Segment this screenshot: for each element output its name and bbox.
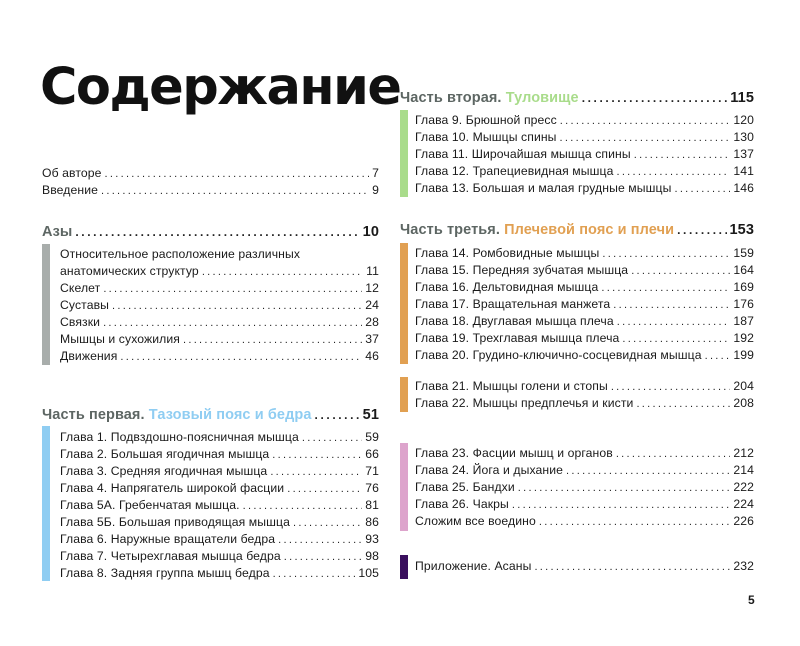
toc-entry[interactable] [60,565,379,583]
entry-page: 81 [365,498,379,512]
dot-leader [273,566,356,583]
dot-leader [601,280,730,297]
section-title [400,221,674,240]
toc-entry[interactable] [60,531,379,549]
dot-leader [634,147,731,164]
dot-leader [677,221,726,240]
entry-page: 146 [733,181,754,195]
entry-label: Глава 13. Большая и малая грудные мышцы [415,181,672,195]
section-heading-part2[interactable] [400,89,754,108]
entry-label: Глава 8. Задняя группа мышц бедра [60,566,270,580]
dot-leader [284,549,363,566]
toc-entry[interactable] [60,297,379,315]
entry-label: Скелет [60,281,101,295]
dot-leader [120,349,362,366]
dot-leader [705,348,731,365]
entry-label: Глава 2. Большая ягодичная мышца [60,447,270,461]
toc-entry[interactable] [415,112,754,130]
dot-leader [602,246,730,263]
entry-label: Сложим все воедино [415,514,536,528]
toc-entry[interactable] [60,446,379,464]
toc-entry[interactable] [415,347,754,365]
dot-leader [202,264,363,281]
entry-page: 66 [365,447,379,461]
entry-page: 105 [358,566,379,580]
section-title [400,89,579,108]
entry-label: Глава 21. Мышцы голени и стопы [415,379,608,393]
toc-entry[interactable] [60,497,379,515]
entry-label: Глава 3. Средняя ягодичная мышца [60,464,268,478]
toc-entry[interactable] [415,146,754,164]
entry-page: 71 [365,464,379,478]
section-page: 153 [729,222,754,238]
entry-label: Глава 23. Фасции мышц и органов [415,446,613,460]
section-page: 115 [730,90,754,106]
entry-page: 226 [733,514,754,528]
section-color-bar-part1 [42,426,50,581]
toc-entry-about-author[interactable] [42,165,379,183]
dot-leader [103,315,362,332]
entry-page: 199 [733,348,754,362]
dot-leader [101,183,369,200]
entry-page: 232 [733,559,754,573]
section-color-bar-part3 [400,243,408,364]
entry-label: Глава 7. Четырехглавая мышца бедра [60,549,281,563]
entry-label: Глава 17. Вращательная манжета [415,297,611,311]
entry-page: 11 [366,264,379,278]
dot-leader [613,297,730,314]
entry-label: Глава 15. Передняя зубчатая мышца [415,263,629,277]
entry-page: 93 [365,532,379,546]
section-color-bar-appendix [400,555,408,579]
toc-entry[interactable] [415,445,754,463]
dot-leader [315,406,360,425]
section-heading-part1[interactable] [42,406,379,425]
toc-entry[interactable] [60,280,379,298]
toc-entry-appendix[interactable] [415,558,754,576]
toc-entry[interactable] [415,245,754,263]
entry-label: Глава 4. Напрягатель широкой фасции [60,481,285,495]
dot-leader [105,166,370,183]
entry-page: 141 [733,164,754,178]
entry-label: Суставы [60,298,110,312]
section-prefix: Часть вторая. [400,90,502,106]
dot-leader [103,281,362,298]
dot-leader [534,559,730,576]
section-name: Туловище [505,90,579,106]
toc-entry[interactable] [415,163,754,181]
toc-entry[interactable] [415,395,754,413]
toc-entry[interactable] [415,180,754,198]
dot-leader [622,331,730,348]
dot-leader [243,498,363,515]
toc-entry[interactable] [415,496,754,514]
toc-entry-first-line: Относительное расположение различных [60,247,301,261]
entry-label: Глава 6. Наружные вращатели бедра [60,532,276,546]
section-color-bar-azy [42,244,50,365]
entry-label: Глава 26. Чакры [415,497,509,511]
dot-leader [75,223,359,242]
section-color-bar-limbs [400,377,408,412]
entry-label: Введение [42,183,98,197]
entry-label: Движения [60,349,118,363]
section-heading-azy[interactable] [42,223,379,242]
entry-page: 208 [733,396,754,410]
entry-label: Глава 5А. Гребенчатая мышца. [60,498,240,512]
dot-leader [302,430,362,447]
page-title: Содержание [40,58,401,117]
entry-label: Об авторе [42,166,102,180]
dot-leader [112,298,362,315]
entry-page: 192 [733,331,754,345]
entry-page: 7 [372,166,379,180]
entry-page: 86 [365,515,379,529]
dot-leader [272,447,362,464]
entry-page: 9 [372,183,379,197]
toc-entry[interactable] [415,313,754,331]
entry-label: Глава 10. Мышцы спины [415,130,557,144]
entry-page: 76 [365,481,379,495]
entry-page: 222 [733,480,754,494]
entry-label: Глава 5Б. Большая приводящая мышца [60,515,290,529]
dot-leader [560,113,731,130]
toc-entry[interactable] [415,330,754,348]
section-prefix: Часть первая. [42,407,145,423]
section-color-bar-other [400,443,408,531]
entry-label: Глава 19. Трехглавая мышца плеча [415,331,620,345]
entry-page: 37 [365,332,379,346]
entry-page: 28 [365,315,379,329]
entry-label: Глава 24. Йога и дыхание [415,463,564,477]
entry-page: 24 [365,298,379,312]
section-heading-part3[interactable] [400,221,754,240]
entry-page: 59 [365,430,379,444]
entry-label: Глава 9. Брюшной пресс [415,113,557,127]
dot-leader [616,446,731,463]
entry-page: 12 [365,281,379,295]
page-number: 5 [748,593,755,607]
dot-leader [183,332,362,349]
dot-leader [278,532,362,549]
toc-entry-introduction[interactable] [42,182,379,200]
section-title: Азы [42,224,73,240]
entry-page: 224 [733,497,754,511]
toc-entry[interactable] [60,429,379,447]
dot-leader [560,130,731,147]
dot-leader [674,181,730,198]
toc-entry[interactable] [415,296,754,314]
dot-leader [611,379,731,396]
section-color-bar-part2 [400,110,408,197]
entry-page: 137 [733,147,754,161]
section-title [42,406,312,425]
entry-label: Глава 25. Бандхи [415,480,515,494]
dot-leader [631,263,730,280]
entry-page: 212 [733,446,754,460]
entry-page: 169 [733,280,754,294]
dot-leader [512,497,730,514]
toc-entry[interactable] [415,513,754,531]
entry-label: Глава 11. Широчайшая мышца спины [415,147,631,161]
entry-label: Глава 1. Подвздошно-поясничная мышца [60,430,299,444]
section-page: 51 [362,407,379,423]
section-name: Тазовый пояс и бедра [148,407,312,423]
toc-entry[interactable] [60,480,379,498]
section-page: 10 [362,224,379,240]
dot-leader [636,396,730,413]
toc-entry[interactable] [415,262,754,280]
dot-leader [270,464,362,481]
entry-label: Глава 14. Ромбовидные мышцы [415,246,600,260]
entry-page: 130 [733,130,754,144]
entry-page: 214 [733,463,754,477]
entry-page: 187 [733,314,754,328]
dot-leader [582,89,728,108]
entry-page: 159 [733,246,754,260]
toc-entry[interactable] [60,263,379,281]
entry-page: 164 [733,263,754,277]
dot-leader [616,164,730,181]
toc-entry[interactable] [60,331,379,349]
toc-entry[interactable] [415,378,754,396]
toc-entry[interactable] [415,279,754,297]
dot-leader [293,515,362,532]
entry-label: Глава 12. Трапециевидная мышца [415,164,614,178]
section-prefix: Часть третья. [400,222,500,238]
entry-label: Глава 22. Мышцы предплечья и кисти [415,396,634,410]
toc-entry[interactable] [60,463,379,481]
toc-entry[interactable] [415,129,754,147]
dot-leader [617,314,731,331]
toc-entry[interactable] [60,514,379,532]
dot-leader [518,480,731,497]
entry-label: Глава 16. Дельтовидная мышца [415,280,599,294]
entry-page: 98 [365,549,379,563]
dot-leader [287,481,362,498]
entry-page: 46 [365,349,379,363]
entry-page: 120 [733,113,754,127]
entry-label: анатомических структур [60,264,199,278]
toc-entry[interactable] [415,462,754,480]
entry-label: Глава 20. Грудино-ключично-сосцевидная мышца [415,348,702,362]
entry-label: Приложение. Асаны [415,559,532,573]
dot-leader [566,463,730,480]
entry-label: Мышцы и сухожилия [60,332,180,346]
toc-entry[interactable] [415,479,754,497]
entry-label: Глава 18. Двуглавая мышца плеча [415,314,614,328]
toc-entry[interactable] [60,548,379,566]
entry-page: 204 [733,379,754,393]
dot-leader [539,514,730,531]
toc-entry[interactable] [60,314,379,332]
entry-label: Связки [60,315,101,329]
section-name: Плечевой пояс и плечи [504,222,675,238]
toc-entry[interactable] [60,348,379,366]
entry-page: 176 [733,297,754,311]
